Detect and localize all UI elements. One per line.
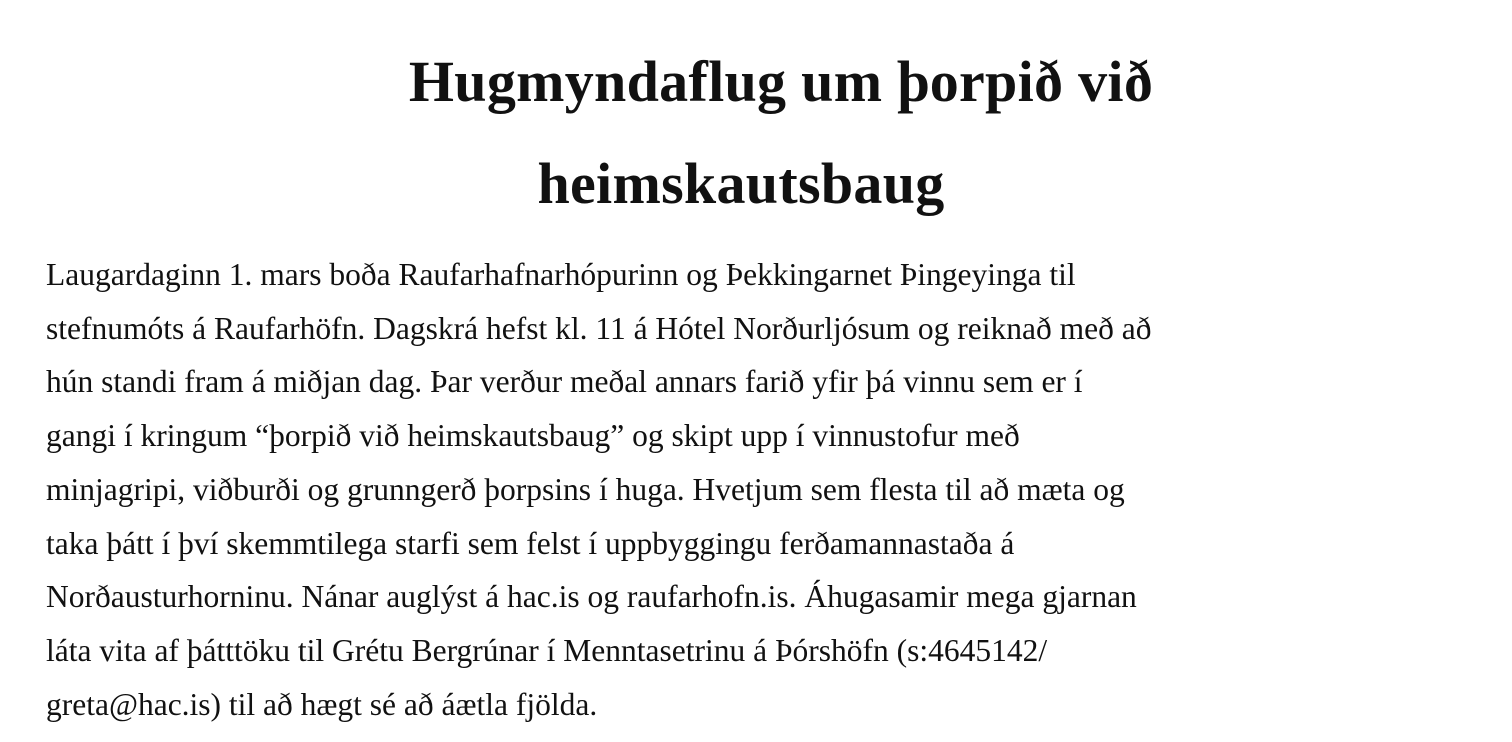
document-body [46,248,1486,731]
body-line: láta vita af þátttöku til Grétu Bergrúnar í Menntasetrinu á Þórshöfn (s:4645142/ [46,632,1048,668]
document-title-line-1: Hugmyndaflug um þorpið við [408,49,1154,114]
document-title-line-2: heimskautsbaug [537,151,945,216]
body-line: hún standi fram á miðjan dag. Þar verður meðal annars farið yfir þá vinnu sem er í [46,364,1083,400]
body-line: Laugardaginn 1. mars boða Raufarhafnarhópurinn og Þekkingarnet Þingeyinga til [46,257,1076,292]
body-line: greta@hac.is) til að hægt sé að áætla fjölda. [46,686,598,722]
body-line: minjagripi, viðburði og grunngerð þorpsins í huga. Hvetjum sem flesta til að mæta og [46,471,1125,507]
body-line: Norðausturhorninu. Nánar auglýst á hac.is og raufarhofn.is. Áhugasamir mega gjarnan [46,579,1137,615]
body-line: stefnumóts á Raufarhöfn. Dagskrá hefst kl. 11 á Hótel Norðurljósum og reiknað með að [46,310,1152,346]
body-line: taka þátt í því skemmtilega starfi sem felst í uppbyggingu ferðamannastaða á [46,525,1015,561]
body-line: gangi í kringum “þorpið við heimskautsbaug” og skipt upp í vinnustofur með [46,418,1020,454]
